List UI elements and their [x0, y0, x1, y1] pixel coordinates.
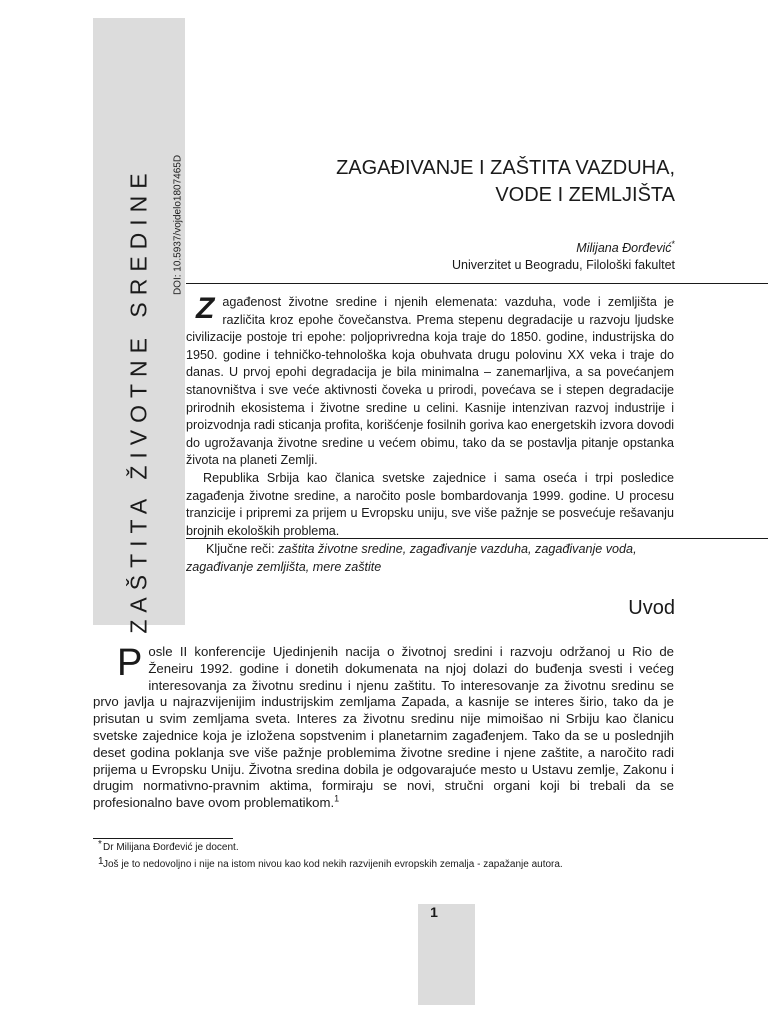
abstract [186, 294, 674, 540]
rule-top [186, 283, 768, 284]
author-name: Milijana Đorđević [576, 241, 672, 255]
body-text [93, 644, 674, 812]
keywords-text: zaštita životne sredine, zagađivanje vazduha, zagađivanje voda, zagađivanje zemljišta, mere zaštite [186, 542, 637, 574]
abstract-paragraph-1: agađenost životne sredine i njenih elemenata: vazduha, vode i zemljišta je različita kroz epohe čovečanstva. Prema stepenu degradacije u razvoju ljudske civilizacije postoje tri epohe: poljoprivredna koja traje do 1850. godine, industrijska do 1950. godine i tehničko-tehnološka koja obuhvata drugu polovinu XX veka i traje do danas. U prvoj epohi degradacija je bila minimalna – zanemarljiva, a sa povećanjem stanovništva i sve veće aktivnosti čoveka u prirodi, povećava se i stepen degradacije prirodnih ekosistema i životne sredine u celini. Kasnije intenzivan razvoj industrije i proizvodnja radi sticanja profita, korišćenje fosilnih goriva kao energetskih izvora dovodi do ugrožavanja životne sredine u većem obimu, tako da se postavlja pitanje opstanka života na planeti Zemlji. [186, 295, 674, 468]
footnote-text: Još je to nedovoljno i nije na istom nivou kao kod nekih razvijenih evropskih zemalja - zapažanje autora. [103, 859, 563, 870]
footnote-author [98, 839, 239, 854]
title-line-1: ZAGAĐIVANJE I ZAŠTITA VAZDUHA, [336, 157, 675, 179]
rule-bottom [186, 538, 768, 539]
footnote-1 [98, 856, 563, 871]
body-dropcap: P [117, 642, 143, 684]
author-mark: * [671, 238, 675, 249]
doi-label: DOI: 10.5937/vojdelo1807465D [172, 154, 184, 296]
footnote-rule [93, 838, 233, 839]
keywords-label: Ključne reči: [206, 542, 279, 556]
footnote-mark: * [98, 839, 102, 850]
keywords [186, 541, 674, 576]
abstract-dropcap: Z [196, 292, 215, 325]
abstract-paragraph-2: Republika Srbija kao članica svetske zajednice i sama oseća i trpi posledice zagađenja životne sredine, a naročito posle bombardovanja 1999. godine. U procesu tranzicije i pripremi za prijem u Evropsku uniju, sve više pažnje se posvećuje rešavanju brojnih ekoloških problema. [186, 470, 674, 538]
author-block [452, 240, 675, 274]
series-title: ZAŠTITA ŽIVOTNE SREDINE [125, 166, 152, 634]
body-paragraph: osle II konferencije Ujedinjenih nacija o životnoj sredini i razvoju održanoj u Rio de Ženeiru 1992. godine i donetih dokumenata na njoj dolazi do buđenja svesti i većeg interesovanja za životnu sredinu i njenu zaštitu. To interesovanje za životnu sredinu se prvo javlja u najrazvijenijim industrijskim zemljama Zapada, a kasnije se interes širio, tako da je prisutan u svim zemljama sveta. Interes za životnu sredinu nije mimoišao ni Srbiju kao članicu svetske zajednice koja je izložena sopstvenim i planetarnim zagađenjem. Tako da se u poslednjih deset godina poklanja sve više pažnje problemima životne sredine i njene zaštite, a naročito radi prijema u Evropsku Uniju. Životna sredina dobila je odgovarajuće mesto u Ustavu zemlje, Zakonu i drugim normativno-pravnim aktima, formiraju se novi, stručni organi koji bi trebali da se profesionalno bave ovom problematikom. [93, 644, 674, 811]
footnote-ref: 1 [334, 793, 340, 804]
article-title [336, 155, 675, 209]
affiliation: Univerzitet u Beogradu, Filološki fakultet [451, 258, 675, 272]
section-heading: Uvod [628, 597, 675, 619]
title-line-2: VODE I ZEMLJIŠTA [495, 184, 675, 206]
page-number: 1 [430, 904, 438, 920]
footnote-text: Dr Milijana Đorđević je docent. [103, 842, 239, 853]
footnote-mark: 1 [98, 856, 104, 867]
